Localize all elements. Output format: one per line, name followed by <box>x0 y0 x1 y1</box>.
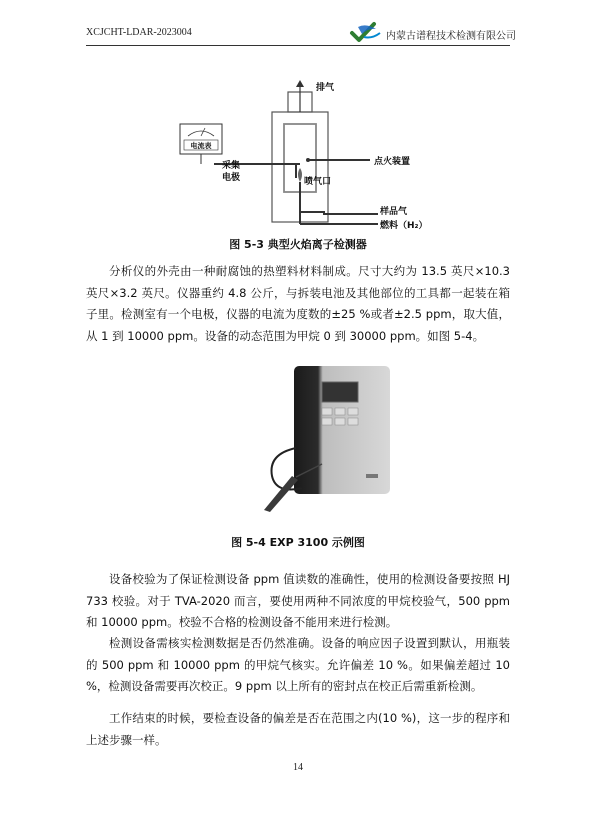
figure-5-3-caption: 图 5-3 典型火焰离子检测器 <box>229 238 367 251</box>
document-code: XCJCHT-LDAR-2023004 <box>86 27 192 38</box>
exp3100-device-image <box>262 364 392 514</box>
fuel-label: 燃料（H₂） <box>380 221 428 231</box>
flame-icon <box>298 168 302 182</box>
header-divider <box>86 45 510 46</box>
page-number: 14 <box>293 762 303 773</box>
probe-wand <box>264 476 298 512</box>
device-display <box>322 382 358 402</box>
sample-gas-label: 样品气 <box>380 207 408 217</box>
ammeter-label: 电流表 <box>190 142 212 150</box>
nozzle-label: 喷气口 <box>304 177 332 187</box>
exhaust-label: 排气 <box>316 83 335 93</box>
collector-label-2: 电极 <box>222 173 241 183</box>
figure-5-4-caption: 图 5-4 EXP 3100 示例图 <box>231 536 365 549</box>
company-logo-icon <box>350 21 382 43</box>
fid-detector-diagram <box>174 78 428 238</box>
igniter-label: 点火装置 <box>374 157 411 167</box>
paragraph-end-of-work: 工作结束的时候，要检查设备的偏差是否在范围之内(10 %)，这一步的程序和上述步骤一样。 <box>86 711 510 747</box>
company-name: 内蒙古谱程技术检测有限公司 <box>386 31 516 42</box>
paragraph-calibration: 设备校验为了保证检测设备 ppm 值读数的准确性，使用的检测设备要按照 HJ 733 校验。对于 TVA-2020 而言，要使用两种不同浓度的甲烷校验气，500 ppm 和 10000 ppm。校验不合格的检测设备不能用来进行检测。 <box>86 572 510 629</box>
collector-label-1: 采集 <box>222 161 241 171</box>
paragraph-verification: 检测设备需核实检测数据是否仍然准确。设备的响应因子设置到默认，用瓶装的 500 ppm 和 10000 ppm 的甲烷气核实。允许偏差 10 %。如果偏差超过 10 %，检测设备需要再次校正。9 ppm 以上所有的密封点在校正后需重新检测。 <box>86 636 510 693</box>
sample-gas-line <box>300 212 378 214</box>
paragraph-analyzer-housing: 分析仪的外壳由一种耐腐蚀的热塑料材料制成。尺寸大约为 13.5 英尺×10.3 英尺×3.2 英尺。仪器重约 4.8 公斤，与拆装电池及其他部位的工具都一起装在箱子里。检测室有一个电极，仪器的电流为度数的±25 %或者±2.5 ppm，取大值，从 1 到 10000 ppm。设备的动态范围为甲烷 0 到 30000 ppm。如图 5-4。 <box>86 264 510 343</box>
